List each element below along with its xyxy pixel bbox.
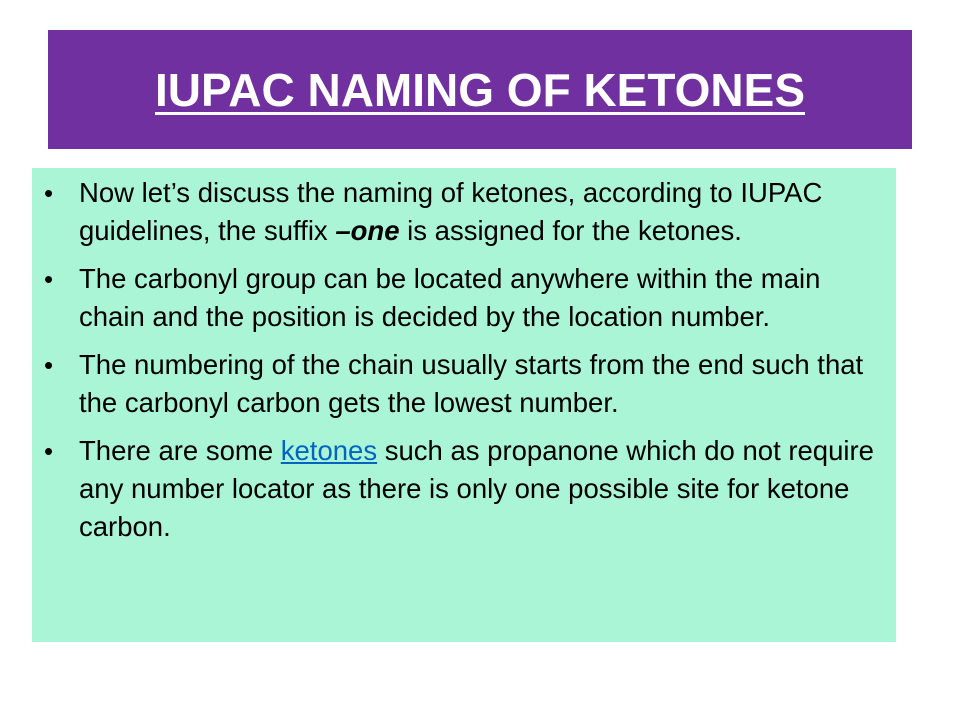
bullet-text-after: is assigned for the ketones. <box>399 215 742 246</box>
slide-title: IUPAC NAMING OF KETONES <box>155 63 805 116</box>
bullet-text-before: Now let’s discuss the naming of ketones, according to IUPAC guidelines, the suffix <box>79 177 823 246</box>
bullet-text-after: such as propanone which do not require any number locator as there is only one possible site for ketone carbon. <box>79 435 874 542</box>
bullet-item-numbering <box>32 346 896 422</box>
bullet-item-suffix <box>32 174 896 250</box>
title-banner <box>48 30 912 149</box>
bullet-icon: • <box>44 350 54 380</box>
bullet-item-propanone <box>32 432 896 546</box>
suffix-emphasis: –one <box>335 215 400 246</box>
bullet-text: The carbonyl group can be located anywhere within the main chain and the position is decided by the location number. <box>79 263 821 332</box>
bullet-icon: • <box>44 264 54 294</box>
content-panel <box>32 168 896 642</box>
bullet-list <box>32 168 896 546</box>
bullet-item-carbonyl-location <box>32 260 896 336</box>
bullet-text: The numbering of the chain usually starts from the end such that the carbonyl carbon gets the lowest number. <box>79 349 864 418</box>
bullet-icon: • <box>44 178 54 208</box>
bullet-icon: • <box>44 436 54 466</box>
ketones-link[interactable]: ketones <box>280 435 378 466</box>
bullet-text-before: There are some <box>79 435 281 466</box>
